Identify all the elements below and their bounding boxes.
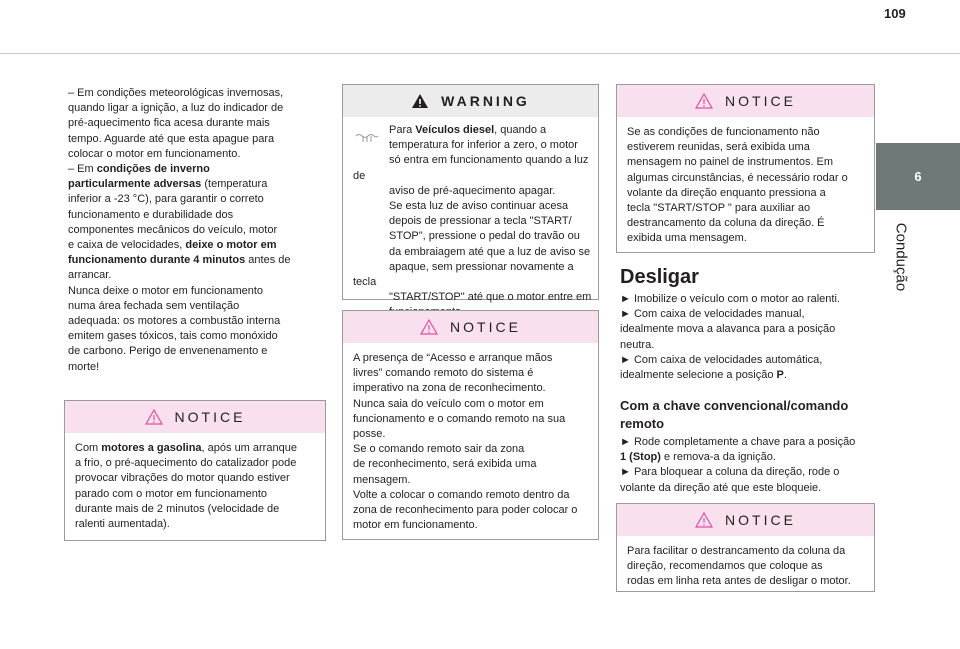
text-line: Volte a colocar o comando remoto dentro da [353,488,570,501]
subsection-title: Com a chave convencional/comando remoto [620,398,849,431]
notice-warning-triangle-icon [695,512,713,528]
text-line: idealmente mova a alavanca para a posição [620,323,836,336]
text-line: quando ligar a ignição, a luz do indicador de [68,102,284,115]
text-line: funcionamento e durabilidade dos [68,208,234,221]
text-line: ► Para bloquear a coluna da direção, rode o [620,466,840,479]
text-line: particularmente adversas (temperatura [68,178,268,191]
chapter-tab[interactable] [876,143,960,210]
text-line: Com motores a gasolina, após um arranque [75,442,297,454]
text-line: de reconhecimento, será exibida uma [353,458,537,471]
desligar-steps [620,292,876,383]
text-line: durante mais de 2 minutos (velocidade de [75,502,280,515]
warning-box-diesel [342,84,599,304]
text-line: funcionamento e o comando remoto na sua [353,412,566,425]
text-line: livres” comando remoto do sistema é [353,367,534,380]
text-line: A presença de “Acesso e arranque mãos [353,352,553,364]
text-line: "START/STOP" até que o motor entre em [389,291,592,304]
text-line: exibida uma mensagem. [627,232,747,245]
notice-warning-triangle-icon [420,319,438,335]
key-steps [620,435,876,496]
text-line: da embraiagem até que a luz de aviso se [389,245,591,258]
notice-box-petrol [64,400,326,541]
text-line: Nunca deixe o motor em funcionamento [68,284,264,297]
notice-header [65,401,325,433]
text-line: numa área fechada sem ventilação [68,299,240,312]
winter-conditions-text [68,86,330,375]
text-line: arrancar. [68,269,112,282]
notice-header [617,85,874,117]
text-line: direção, recomendamos que coloque as [627,560,823,573]
text-line: parado com o motor em funcionamento [75,487,267,500]
text-line: posse. [353,428,386,441]
notice-header [343,311,598,343]
text-line: componentes mecânicos do veículo, motor [68,223,278,236]
text-line: de carbono. Perigo de envenenamento e [68,345,268,358]
text-line: e caixa de velocidades, deixe o motor em [68,239,277,252]
text-line: volante da direção enquanto pressiona a [627,186,826,199]
notice-title: NOTICE [450,319,521,335]
text-line: morte! [68,360,100,373]
text-line: zona de reconhecimento para poder colocar o [353,504,578,517]
chapter-title: Condução [892,222,910,292]
text-line: – Em condições meteorológicas invernosas, [68,87,284,99]
text-line: – Em condições de inverno [68,163,210,176]
text-line: temperatura for inferior a zero, o motor [389,139,578,152]
notice-body [343,343,598,539]
text-line: mensagem. [353,473,411,486]
text-line: Para facilitar o destrancamento da coluna da [627,545,846,557]
text-line: ► Com caixa de velocidades automática, [620,353,823,366]
chapter-tab-number: 6 [914,169,922,184]
text-line: só entra em funcionamento quando a luz de [353,154,589,182]
text-line: motor em funcionamento. [353,519,478,532]
text-line: funcionamento durante 4 minutos antes de [68,254,291,267]
text-line: ► Rode completamente a chave para a posição [620,436,856,448]
notice-box-steering [616,84,875,253]
text-line: Se o comando remoto sair da zona [353,443,525,456]
text-line: emitem gases tóxicos, tais como monóxido [68,330,278,343]
text-line: Para Veículos diesel, quando a [389,124,547,136]
warning-body [343,123,600,321]
chapter-side-label [890,212,912,302]
page-number: 109 [884,6,906,21]
text-line: idealmente selecione a posição P. [620,369,787,382]
warning-triangle-icon [411,93,429,109]
text-line: algumas circunstâncias, é necessário rodar o [627,171,848,184]
text-line: destrancamento da coluna da direção. É [627,217,825,230]
text-line: rodas em linha reta antes de desligar o motor. [627,575,851,588]
text-line: inferior a -23 °C), para garantir o correto [68,193,264,206]
text-line: colocar o motor em funcionamento. [68,147,241,160]
text-line: ► Com caixa de velocidades manual, [620,308,805,321]
text-line: apaque, sem pressionar novamente a tecla [353,260,574,289]
text-line: ► Imobilize o veículo com o motor ao ralenti. [620,293,840,305]
text-line: a frio, o pré-aquecimento do catalizador pode [75,457,297,470]
notice-box-remote [342,310,599,540]
text-line: mensagem no painel de instrumentos. Em [627,156,834,169]
header-divider [0,53,960,54]
text-line: depois de pressionar a tecla "START/ [389,215,572,228]
text-line: Se as condições de funcionamento não [627,126,820,138]
notice-body [617,536,874,596]
text-line: pré-aquecimento fica acesa durante mais [68,117,270,130]
text-line: neutra. [620,338,655,351]
notice-box-wheels [616,503,875,592]
text-line: tecla "START/STOP " para auxiliar ao [627,202,811,215]
notice-title: NOTICE [725,93,796,109]
section-title-desligar: Desligar [620,266,699,288]
text-line: ralenti aumentada). [75,518,170,531]
text-line: adequada: os motores a combustão interna [68,315,281,328]
text-line: estiverem reunidas, será exibida uma [627,141,810,154]
notice-title: NOTICE [174,409,246,425]
text-line: volante da direção até que este bloqueie. [620,481,822,494]
warning-title: WARNING [441,93,530,109]
text-line: Se esta luz de aviso continuar acesa [389,200,569,213]
notice-header [617,504,874,536]
notice-title: NOTICE [725,512,796,528]
text-line: tempo. Aguarde até que esta apague para [68,132,275,145]
notice-warning-triangle-icon [145,409,163,425]
warning-header [343,85,598,117]
text-line: Nunca saia do veículo com o motor em [353,397,544,410]
notice-body [65,433,325,538]
text-line: 1 (Stop) e remova-a da ignição. [620,451,776,464]
text-line: aviso de pré-aquecimento apagar. [389,184,556,197]
text-line: STOP", pressione o pedal do travão ou [389,230,580,243]
notice-warning-triangle-icon [695,93,713,109]
notice-body [617,117,874,253]
text-line: provocar vibrações do motor quando estiver [75,472,290,485]
text-line: imperativo na zona de reconhecimento. [353,382,546,395]
